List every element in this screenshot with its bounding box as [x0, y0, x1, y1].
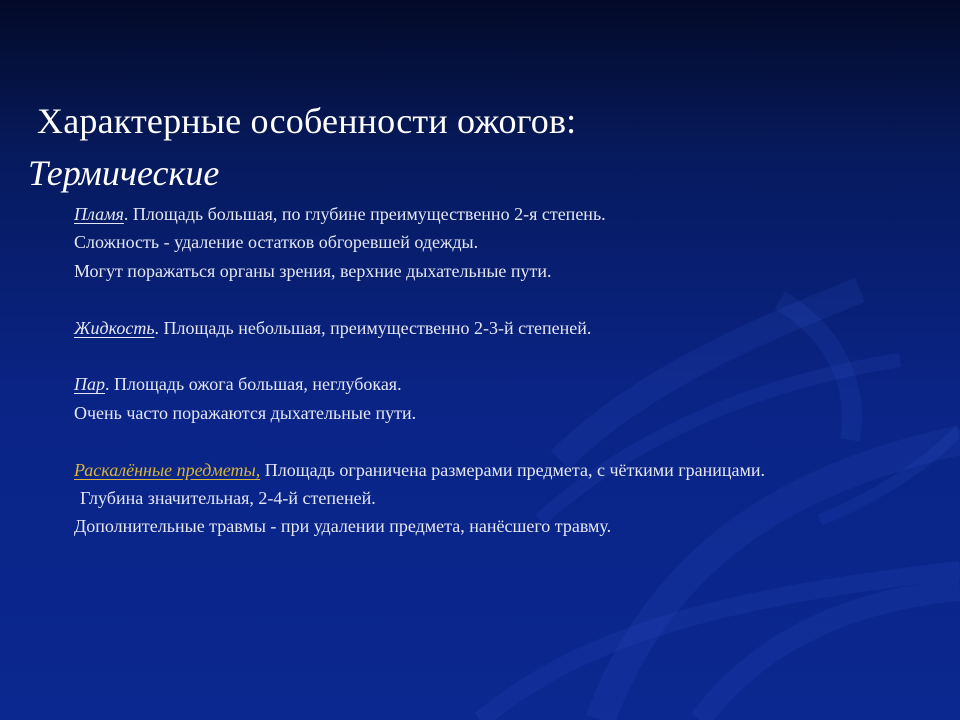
hot-objects-depth: Глубина значительная, 2-4-й степеней. — [80, 487, 376, 508]
flame-difficulty: Сложность - удаление остатков обгоревшей одежды. — [74, 232, 479, 253]
flame-description: . Площадь большая, по глубине преимущественно 2-я степень. — [123, 204, 606, 224]
steam-airways-note: Очень часто поражаются дыхательные пути. — [74, 402, 417, 423]
slide-subtitle: Термические — [28, 153, 220, 193]
spacer — [74, 342, 954, 370]
flame-affected-organs: Могут поражаться органы зрения, верхние дыхательные пути. — [74, 260, 552, 281]
liquid-description: . Площадь небольшая, преимущественно 2-3-й степеней. — [154, 317, 592, 338]
liquid-line — [74, 314, 954, 342]
hot-objects-additional-trauma: Дополнительные травмы - при удалении предмета, нанёсшего травму. — [74, 516, 612, 537]
slide-body — [74, 200, 954, 541]
spacer — [74, 285, 954, 313]
hot-objects-line — [74, 456, 954, 484]
flame-term: Пламя — [74, 204, 124, 224]
steam-line — [74, 370, 954, 398]
slide-title: Характерные особенности ожогов: — [37, 101, 577, 141]
hot-objects-term: Раскалённые предметы, — [74, 459, 261, 480]
flame-line — [74, 200, 954, 228]
spacer — [74, 427, 954, 455]
steam-term: Пар — [74, 374, 105, 395]
hot-objects-description: Площадь ограничена размерами предмета, с чёткими границами. — [260, 459, 766, 480]
steam-description: . Площадь ожога большая, неглубокая. — [105, 374, 402, 395]
liquid-term: Жидкость — [74, 317, 155, 338]
